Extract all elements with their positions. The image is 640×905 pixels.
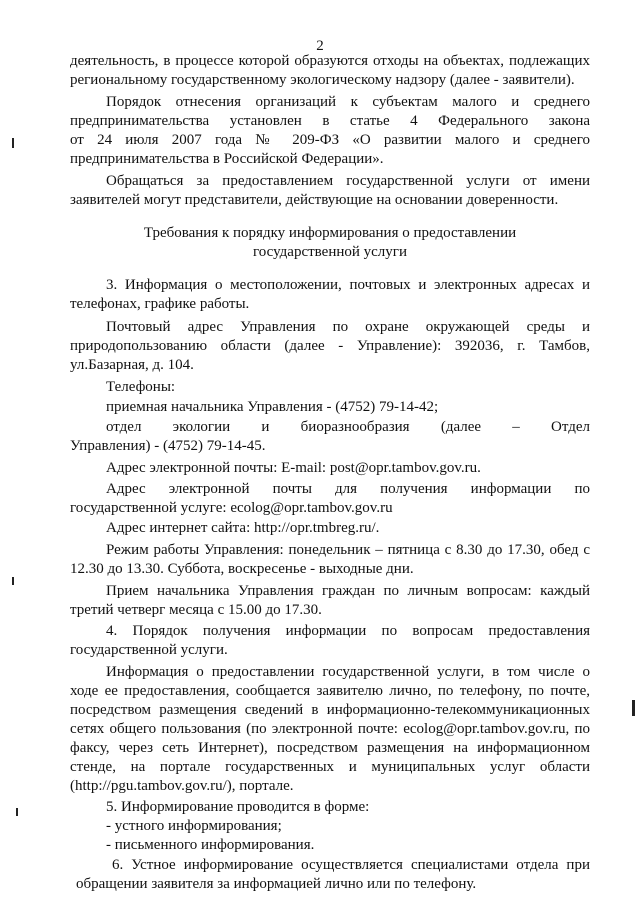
text-line: региональному государственному экологическому надзору (далее - заявители). bbox=[70, 72, 575, 88]
scan-mark bbox=[632, 700, 635, 716]
text-line: посредством размещения сведений в информационно-телекоммуникационных bbox=[70, 702, 590, 718]
text-line: 3. Информация о местоположении, почтовых и электронных адресах и bbox=[106, 277, 590, 293]
section-heading: Требования к порядку информирования о предоставлении bbox=[143, 225, 517, 241]
scan-mark bbox=[12, 577, 14, 585]
text-line: - письменного информирования. bbox=[106, 837, 315, 853]
text-line: Порядок отнесения организаций к субъектам малого и среднего bbox=[106, 94, 590, 110]
scan-mark bbox=[12, 138, 14, 148]
text-line: Прием начальника Управления граждан по личным вопросам: каждый bbox=[106, 583, 590, 599]
section-heading: государственной услуги bbox=[253, 244, 407, 260]
text-line: стенде, на портале государственных и муниципальных услуг области bbox=[70, 759, 590, 775]
text-line: сетях общего пользования (по электронной почте: ecolog@opr.tambov.gov.ru, по bbox=[70, 721, 590, 737]
text-line: факсу, через сеть Интернет), посредством размещения на информационном bbox=[70, 740, 590, 756]
page-number: 2 bbox=[316, 38, 324, 54]
text-line: отдел экологии и биоразнообразия (далее – Отдел bbox=[106, 419, 590, 435]
text-line: Обращаться за предоставлением государственной услуги от имени bbox=[106, 173, 590, 189]
text-line: 12.30 до 13.30. Суббота, воскресенье - выходные дни. bbox=[70, 561, 414, 577]
text-line: (http://pgu.tambov.gov.ru/), портале. bbox=[70, 778, 294, 794]
text-line: государственной услуги. bbox=[70, 642, 228, 658]
scan-mark bbox=[16, 808, 18, 816]
text-line: Адрес интернет сайта: http://opr.tmbreg.ru/. bbox=[106, 520, 380, 536]
text-line: Адрес электронной почты: E-mail: post@opr.tambov.gov.ru. bbox=[106, 460, 481, 476]
text-line: государственной услуге: ecolog@opr.tambov.gov.ru bbox=[70, 500, 393, 516]
text-line: Почтовый адрес Управления по охране окружающей среды и bbox=[106, 319, 590, 335]
text-line: - устного информирования; bbox=[106, 818, 282, 834]
text-line: предпринимательства в Российской Федерации». bbox=[70, 151, 384, 167]
text-line: предпринимательства установлен в статье 4 Федерального закона bbox=[70, 113, 590, 129]
text-line: от 24 июля 2007 года № 209-ФЗ «О развитии малого и среднего bbox=[70, 132, 590, 148]
text-line: деятельность, в процессе которой образуются отходы на объектах, подлежащих bbox=[70, 53, 590, 69]
text-line: ходе ее предоставления, сообщается заявителю лично, по телефону, по почте, bbox=[70, 683, 590, 699]
text-line: Телефоны: bbox=[106, 379, 176, 395]
text-line: 6. Устное информирование осуществляется специалистами отдела при bbox=[112, 857, 590, 873]
text-line: третий четверг месяца с 15.00 до 17.30. bbox=[70, 602, 322, 618]
text-line: 4. Порядок получения информации по вопросам предоставления bbox=[106, 623, 590, 639]
text-line: Адрес электронной почты для получения информации по bbox=[106, 481, 590, 497]
text-line: Режим работы Управления: понедельник – пятница с 8.30 до 17.30, обед с bbox=[106, 542, 590, 558]
text-line: обращении заявителя за информацией лично или по телефону. bbox=[76, 876, 477, 892]
text-line: природопользованию области (далее - Управление): 392036, г. Тамбов, bbox=[70, 338, 590, 354]
text-line: заявителей могут представители, действующие на основании доверенности. bbox=[70, 192, 559, 208]
text-line: Информация о предоставлении государственной услуги, в том числе о bbox=[106, 664, 590, 680]
text-line: приемная начальника Управления - (4752) 79-14-42; bbox=[106, 399, 439, 415]
text-line: Управления) - (4752) 79-14-45. bbox=[70, 438, 266, 454]
text-line: 5. Информирование проводится в форме: bbox=[106, 799, 370, 815]
text-line: ул.Базарная, д. 104. bbox=[70, 357, 194, 373]
text-line: телефонах, графике работы. bbox=[70, 296, 250, 312]
